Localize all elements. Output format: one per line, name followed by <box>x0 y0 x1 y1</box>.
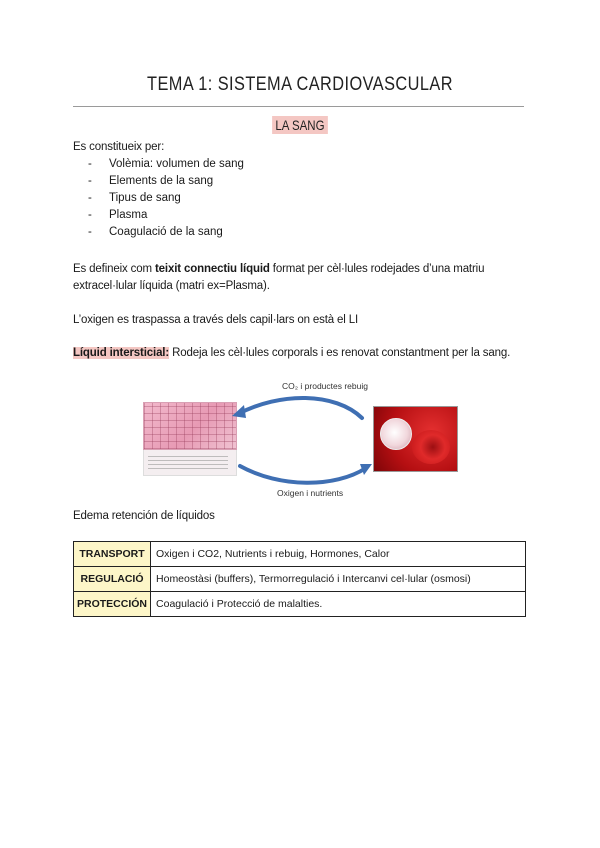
dash-bullet: - <box>88 158 92 170</box>
list-item: - Elements de la sang <box>88 175 214 187</box>
interstitial-fluid-label: Líquid intersticial: <box>73 347 170 359</box>
section-title-text: LA SANG <box>272 116 328 134</box>
exchange-arrows <box>140 378 460 500</box>
table-value: Oxigen i CO2, Nutrients i rebuig, Hormones, Calor <box>151 542 526 567</box>
dash-bullet: - <box>88 226 92 238</box>
section-title <box>0 116 600 135</box>
definition-term: teixit connectiu líquid <box>154 263 270 275</box>
title-divider <box>73 106 524 107</box>
intro-text: Es constitueix per: <box>73 141 165 153</box>
top-arrow-icon <box>238 398 362 418</box>
list-item: - Coagulació de la sang <box>88 226 223 238</box>
bottom-arrow-icon <box>240 466 366 483</box>
table-row <box>74 542 526 567</box>
list-item: - Volèmia: volumen de sang <box>88 158 244 170</box>
table-key: TRANSPORT <box>74 542 151 567</box>
oxygen-text: L’oxigen es traspassa a través dels capil·lars on està el LI <box>73 314 359 326</box>
edema-text: Edema retención de líquidos <box>73 510 215 522</box>
functions-table <box>73 541 526 617</box>
dash-bullet: - <box>88 175 92 187</box>
top-arrowhead-icon <box>232 405 246 418</box>
table-value: Homeostàsi (buffers), Termorregulació i Intercanvi cel·lular (osmosi) <box>151 567 526 592</box>
definition-line-1: Es defineix com teixit connectiu líquid format per cèl·lules rodejades d’una matriu <box>73 263 485 275</box>
definition-line-2: extracel·lular líquida (matri ex=Plasma). <box>73 280 270 292</box>
table-key: REGULACIÓ <box>74 567 151 592</box>
dash-bullet: - <box>88 192 92 204</box>
table-row <box>74 567 526 592</box>
list-item: - Plasma <box>88 209 148 221</box>
dash-bullet: - <box>88 209 92 221</box>
figure-top-label: CO₂ i productes rebuig <box>282 381 368 391</box>
figure-bottom-label: Oxigen i nutrients <box>277 488 344 498</box>
table-row <box>74 592 526 617</box>
table-value: Coagulació i Protecció de malalties. <box>151 592 526 617</box>
components-list <box>88 157 244 242</box>
table-key: PROTECCIÓN <box>74 592 151 617</box>
document-title: TEMA 1: SISTEMA CARDIOVASCULAR <box>147 74 453 95</box>
list-item: - Tipus de sang <box>88 192 181 204</box>
interstitial-fluid-text: Líquid intersticial: Rodeja les cèl·lules corporals i es renovat constantment per la sang. <box>73 347 511 359</box>
exchange-figure <box>140 378 460 500</box>
